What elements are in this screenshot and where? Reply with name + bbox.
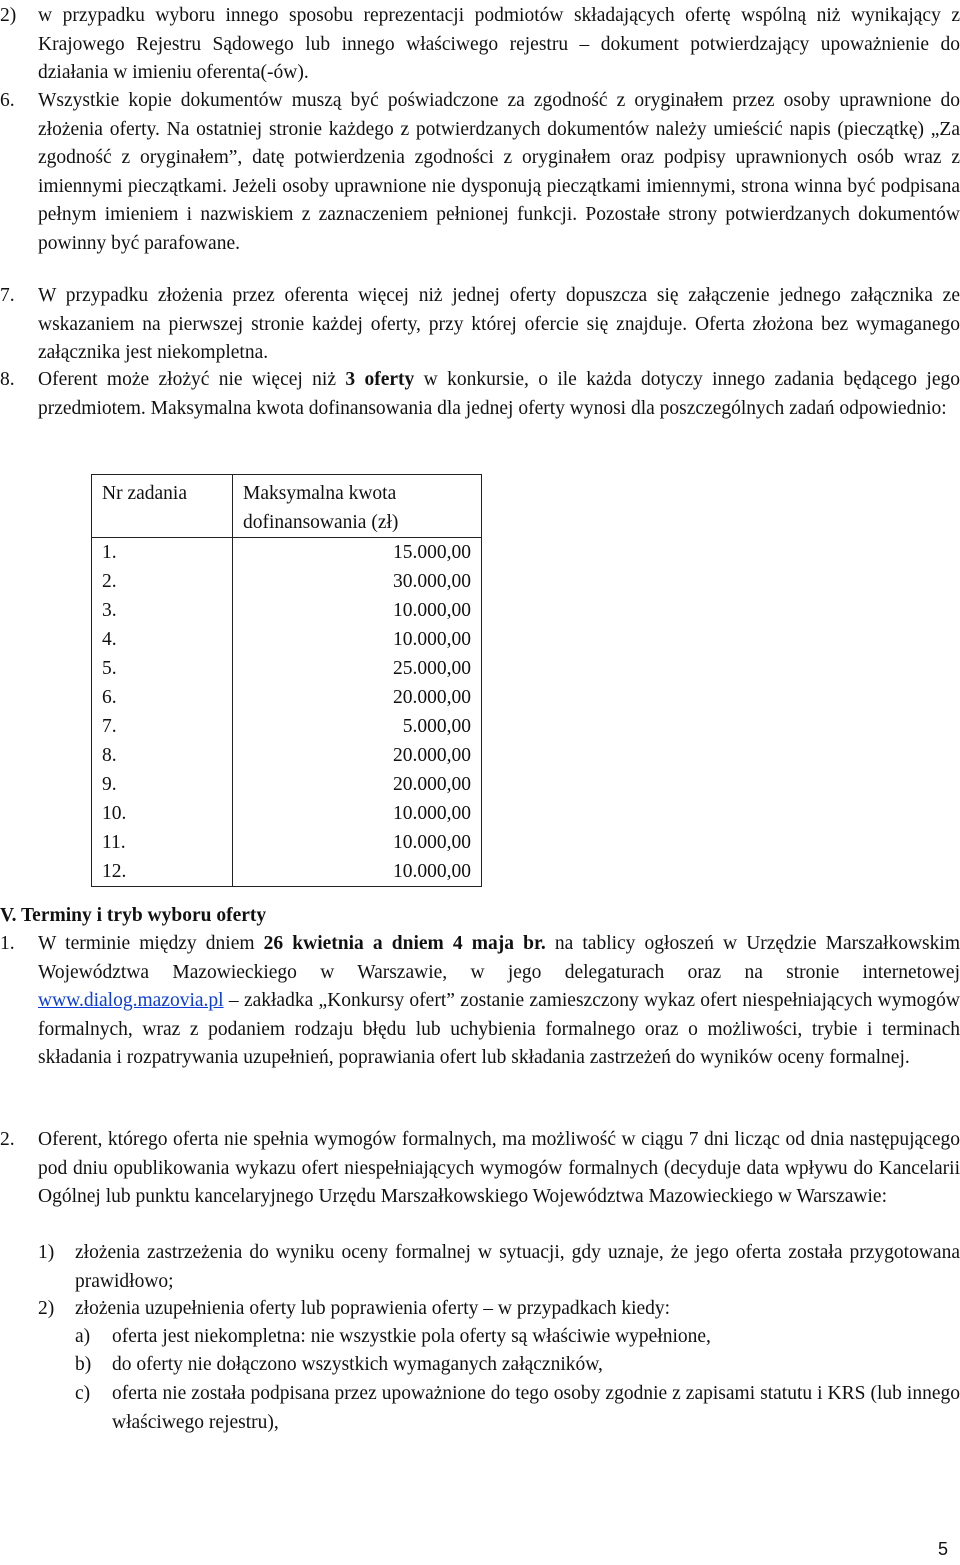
section-v-item-2-number: 2. <box>0 1129 15 1150</box>
sub-item-b-letter: b) <box>75 1354 92 1375</box>
section-v-item-1 <box>0 930 960 1073</box>
table-cell-nr: 10. <box>92 799 233 828</box>
table-header-nr: Nr zadania <box>92 475 233 538</box>
sub-item-a-letter: a) <box>75 1326 91 1347</box>
section-v-item-1-text-c: – zakładka „Konkursy ofert” zostanie zamieszczony wykaz ofert niespełniających wymogów formalnych, wraz z podaniem rodzaju błędu lub uchybienia formalnego oraz o możliwości, trybie i terminach składania i rozpatrywania uzupełnień, poprawiania ofert lub składania zastrzeżeń do wyników oceny formalnej. <box>38 990 960 1069</box>
table-body <box>92 538 482 887</box>
table-cell-kwota: 15.000,00 <box>233 538 482 568</box>
list-item-7-number: 7. <box>0 285 15 306</box>
table-cell-kwota: 20.000,00 <box>233 770 482 799</box>
list-item-7-text: W przypadku złożenia przez oferenta więcej niż jednej oferty dopuszcza się załączenie jednego załącznika ze wskazaniem na pierwszej stronie każdej oferty, przy której ofercie się znajduje. Oferta złożona bez wymaganego załącznika jest niekompletna. <box>38 285 960 364</box>
section-v-item-1-text-b: na tablicy ogłoszeń w Urzędzie Marszałkowskim Województwa Mazowieckiego w Warszawie, w jego delegaturach oraz na stronie internetowej <box>38 933 960 983</box>
table-cell-kwota: 30.000,00 <box>233 567 482 596</box>
paragraph-2 <box>0 2 960 88</box>
table-cell-nr: 1. <box>92 538 233 568</box>
table-row <box>92 567 482 596</box>
table-cell-nr: 3. <box>92 596 233 625</box>
table-cell-nr: 8. <box>92 741 233 770</box>
table-cell-kwota: 10.000,00 <box>233 828 482 857</box>
table-header-kwota: Maksymalna kwota dofinansowania (zł) <box>233 475 482 538</box>
section-v-item-2-text: Oferent, którego oferta nie spełnia wymogów formalnych, ma możliwość w ciągu 7 dni licząc od dnia następującego pod dniu opublikowania wykazu ofert niespełniających wymogów formalnych (decyduje data wpływu do Kancelarii Ogólnej lub punktu kancelaryjnego Urzędu Marszałkowskiego Województwa Mazowieckiego w Warszawie: <box>38 1129 960 1208</box>
table-cell-nr: 9. <box>92 770 233 799</box>
section-v-item-1-bold: 26 kwietnia a dniem 4 maja br. <box>263 933 546 954</box>
table-row <box>92 654 482 683</box>
table-cell-nr: 6. <box>92 683 233 712</box>
sub-item-c-text: oferta nie została podpisana przez upoważnione do tego osoby zgodnie z zapisami statutu i KRS (lub innego właściwego rejestru), <box>112 1383 960 1433</box>
website-link[interactable]: www.dialog.mazovia.pl <box>38 990 224 1012</box>
list-item-8-bold: 3 oferty <box>345 369 415 390</box>
table-row <box>92 857 482 887</box>
table-cell-nr: 5. <box>92 654 233 683</box>
list-item-8-text-a: Oferent może złożyć nie więcej niż <box>38 369 346 390</box>
table-cell-nr: 11. <box>92 828 233 857</box>
section-v-item-1-text-a: W terminie między dniem <box>38 933 264 954</box>
sub-item-a-text: oferta jest niekompletna: nie wszystkie pola oferty są właściwie wypełnione, <box>112 1326 711 1347</box>
list-item-7 <box>0 282 960 368</box>
table-cell-kwota: 10.000,00 <box>233 857 482 887</box>
table-cell-nr: 4. <box>92 625 233 654</box>
table-row <box>92 538 482 568</box>
sub-item-b <box>0 1351 960 1380</box>
page-number: 5 <box>937 1539 948 1559</box>
table-cell-kwota: 10.000,00 <box>233 625 482 654</box>
sub-item-2-number: 2) <box>38 1298 55 1319</box>
sub-item-2-text: złożenia uzupełnienia oferty lub poprawienia oferty – w przypadkach kiedy: <box>75 1298 671 1319</box>
table-cell-kwota: 10.000,00 <box>233 799 482 828</box>
table-cell-kwota: 10.000,00 <box>233 596 482 625</box>
table-row <box>92 683 482 712</box>
list-item-8-text-b: w konkursie, o ile każda dotyczy innego zadania będącego jego przedmiotem. Maksymalna kwota dofinansowania dla jednej oferty wynosi dla poszczególnych zadań odpowiednio: <box>38 369 960 419</box>
sub-item-1-number: 1) <box>38 1242 55 1263</box>
section-v-item-2 <box>0 1126 960 1212</box>
table-cell-kwota: 25.000,00 <box>233 654 482 683</box>
table-row <box>92 596 482 625</box>
table-row <box>92 625 482 654</box>
paragraph-2-text: w przypadku wyboru innego sposobu reprezentacji podmiotów składających ofertę wspólną niż wynikający z Krajowego Rejestru Sądowego lub innego właściwego rejestru – dokument potwierdzający upoważnienie do działania w imieniu oferenta(-ów). <box>38 5 960 84</box>
table-cell-kwota: 20.000,00 <box>233 683 482 712</box>
list-item-6-text: Wszystkie kopie dokumentów muszą być poświadczone za zgodność z oryginałem przez osoby uprawnione do złożenia oferty. Na ostatniej stronie każdego z potwierdzanych dokumentów należy umieścić napis (pieczątkę) „Za zgodność z oryginałem”, datę potwierdzenia zgodności z oryginałem oraz podpisy uprawnionych osób wraz z imiennymi pieczątkami. Jeżeli osoby uprawnione nie dysponują pieczątkami imiennymi, strona winna być podpisana pełnym imieniem i nazwiskiem z zaznaczeniem pełnionej funkcji. Pozostałe strony potwierdzanych dokumentów powinny być parafowane. <box>38 90 960 254</box>
table-header-row <box>92 475 482 538</box>
table-cell-nr: 2. <box>92 567 233 596</box>
table-cell-nr: 7. <box>92 712 233 741</box>
funding-table <box>91 474 482 887</box>
sub-item-c-letter: c) <box>75 1383 91 1404</box>
sub-item-1 <box>0 1239 960 1296</box>
table-cell-kwota: 5.000,00 <box>233 712 482 741</box>
table-row <box>92 828 482 857</box>
list-item-6-number: 6. <box>0 90 15 111</box>
table-cell-nr: 12. <box>92 857 233 887</box>
section-title: V. Terminy i tryb wyboru oferty <box>0 905 267 926</box>
list-item-8 <box>0 366 960 423</box>
table-row <box>92 741 482 770</box>
list-item-6 <box>0 87 960 259</box>
table-row <box>92 770 482 799</box>
table-cell-kwota: 20.000,00 <box>233 741 482 770</box>
sub-item-1-text: złożenia zastrzeżenia do wyniku oceny formalnej w sytuacji, gdy uznaje, że jego oferta została przygotowana prawidłowo; <box>75 1242 960 1292</box>
section-v-item-1-number: 1. <box>0 933 15 954</box>
sub-item-a <box>0 1323 960 1352</box>
table-row <box>92 712 482 741</box>
sub-item-b-text: do oferty nie dołączono wszystkich wymaganych załączników, <box>112 1354 603 1375</box>
paragraph-2-number: 2) <box>0 5 17 26</box>
table-row <box>92 799 482 828</box>
list-item-8-number: 8. <box>0 369 15 390</box>
sub-item-2 <box>0 1295 960 1324</box>
sub-item-c <box>0 1380 960 1437</box>
